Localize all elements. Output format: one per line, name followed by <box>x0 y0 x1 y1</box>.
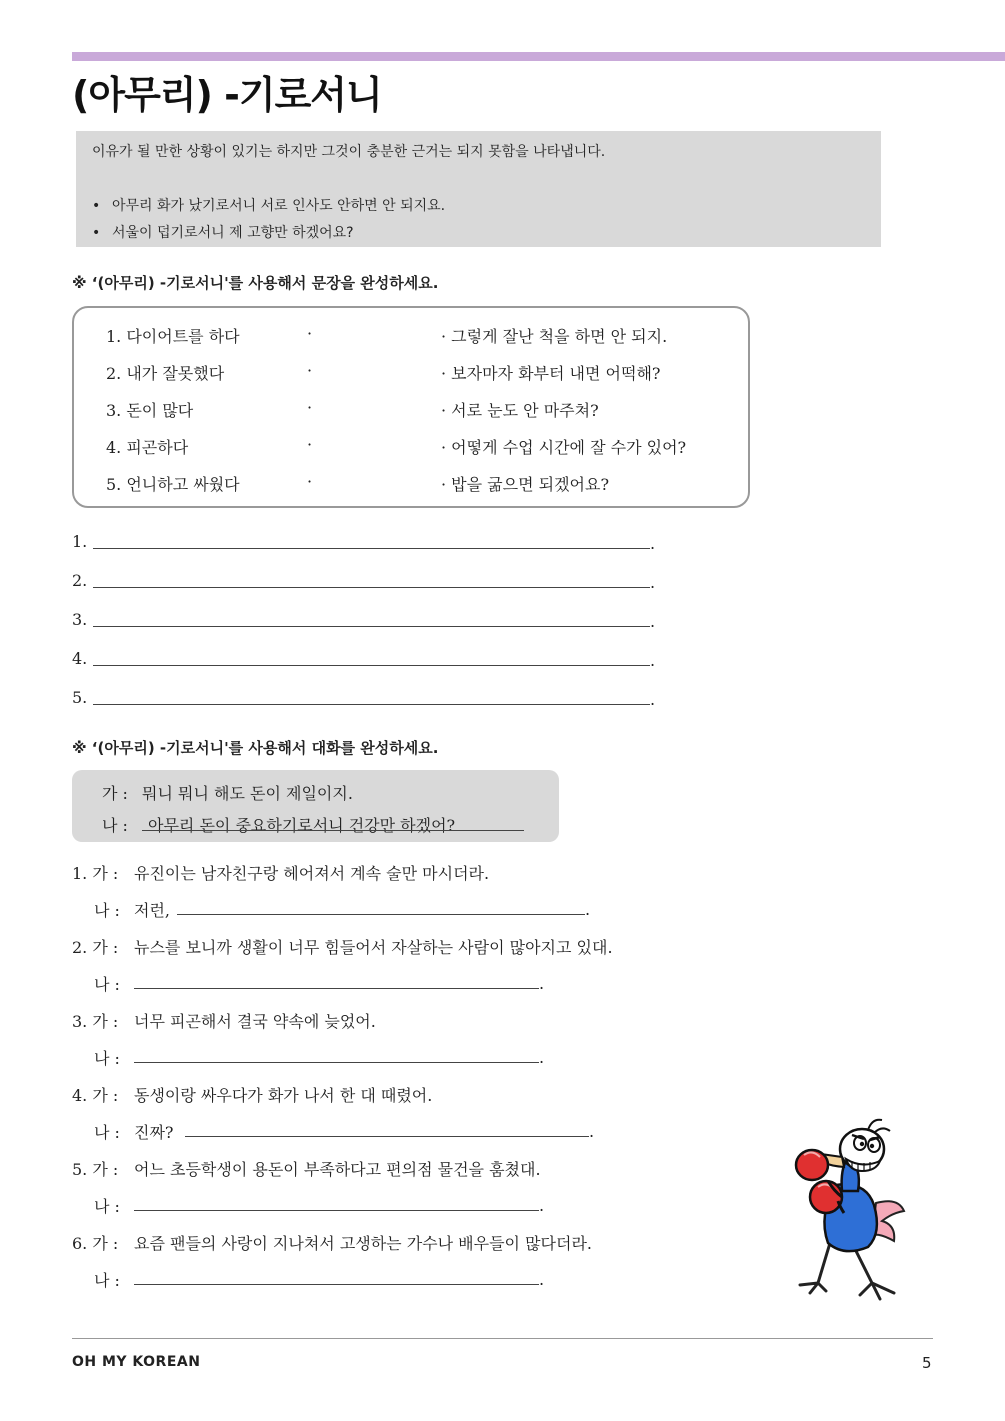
answer-line[interactable] <box>93 665 650 666</box>
dialog-ga-text: 뉴스를 보니까 생활이 너무 힘들어서 자살하는 사람이 많아지고 있대. <box>134 938 613 957</box>
footer-brand: OH MY KOREAN <box>72 1354 201 1370</box>
dialog-period: . <box>589 1122 595 1141</box>
dialog-na-label: 나 : <box>94 1271 120 1290</box>
example-ga-label: 가 : <box>102 784 128 803</box>
match-dot[interactable]: · <box>307 361 313 380</box>
page-title: (아무리) -기로서니 <box>72 73 382 117</box>
match-right-item[interactable]: · 서로 눈도 안 마주쳐? <box>441 401 599 420</box>
answer-number: 2. <box>72 571 88 590</box>
dialog-period: . <box>585 900 591 919</box>
match-left-item: 2. 내가 잘못했다 <box>106 364 225 383</box>
example-ga-text: 뭐니 뭐니 해도 돈이 제일이지. <box>142 784 353 803</box>
example-na-label: 나 : <box>102 816 128 835</box>
dialog-number: 2. 가 : <box>72 938 119 957</box>
example-bullet: • 서울이 덥기로서니 제 고향만 하겠어요? <box>92 225 354 241</box>
answer-number: 3. <box>72 610 88 629</box>
dialog-ga-text: 너무 피곤해서 결국 약속에 늦었어. <box>134 1012 376 1031</box>
dialog-number: 3. 가 : <box>72 1012 119 1031</box>
dialog-number: 5. 가 : <box>72 1160 119 1179</box>
answer-line[interactable] <box>93 548 650 549</box>
match-dot[interactable]: · <box>307 435 313 454</box>
page-number: 5 <box>922 1354 932 1372</box>
dialog-answer-line[interactable] <box>134 988 539 989</box>
answer-line[interactable] <box>93 587 650 588</box>
match-right-item[interactable]: · 어떻게 수업 시간에 잘 수가 있어? <box>441 438 687 457</box>
dialog-period: . <box>539 1048 545 1067</box>
definition-text: 이유가 될 만한 상황이 있기는 하지만 그것이 충분한 근거는 되지 못함을 나타냅니다. <box>92 144 606 160</box>
match-dot[interactable]: · <box>307 324 313 343</box>
example-underline <box>142 830 524 831</box>
dialog-na-prefix: 진짜? <box>134 1123 174 1142</box>
example-na-text: 아무리 돈이 중요하기로서니 건강만 하겠어? <box>148 816 456 835</box>
answer-period: . <box>650 651 656 670</box>
match-right-item[interactable]: · 보자마자 화부터 내면 어떡해? <box>441 364 661 383</box>
match-right-item[interactable]: · 밥을 굶으면 되겠어요? <box>441 475 610 494</box>
match-dot[interactable]: · <box>307 398 313 417</box>
dialog-ga-text: 동생이랑 싸우다가 화가 나서 한 대 때렸어. <box>134 1086 433 1105</box>
dialog-ga-text: 어느 초등학생이 용돈이 부족하다고 편의점 물건을 훔쳤대. <box>134 1160 541 1179</box>
dialog-answer-line[interactable] <box>185 1136 589 1137</box>
dialog-period: . <box>539 1270 545 1289</box>
match-dot[interactable]: · <box>307 472 313 491</box>
header-accent-bar <box>72 52 1005 61</box>
dialog-answer-line[interactable] <box>134 1284 539 1285</box>
answer-line[interactable] <box>93 704 650 705</box>
match-left-item: 5. 언니하고 싸웠다 <box>106 475 240 494</box>
answer-number: 1. <box>72 532 88 551</box>
dialog-answer-line[interactable] <box>134 1210 539 1211</box>
match-right-item[interactable]: · 그렇게 잘난 척을 하면 안 되지. <box>441 327 668 346</box>
section1-instruction: ※ ‘(아무리) -기로서니'를 사용해서 문장을 완성하세요. <box>72 274 439 292</box>
dialog-na-label: 나 : <box>94 975 120 994</box>
answer-line[interactable] <box>93 626 650 627</box>
dialog-na-prefix: 저런, <box>134 901 170 920</box>
answer-period: . <box>650 573 656 592</box>
footer-divider <box>72 1338 933 1339</box>
dialog-ga-text: 요즘 팬들의 사랑이 지나쳐서 고생하는 가수나 배우들이 많다더라. <box>134 1234 593 1253</box>
dialog-na-label: 나 : <box>94 901 120 920</box>
bullet-icon: • <box>92 198 101 214</box>
dialog-number: 4. 가 : <box>72 1086 119 1105</box>
bullet-icon: • <box>92 225 101 241</box>
answer-number: 4. <box>72 649 88 668</box>
dialog-na-label: 나 : <box>94 1049 120 1068</box>
dialog-na-label: 나 : <box>94 1123 120 1142</box>
answer-period: . <box>650 612 656 631</box>
answer-period: . <box>650 690 656 709</box>
boxing-bird-illustration <box>790 1115 920 1305</box>
dialog-na-label: 나 : <box>94 1197 120 1216</box>
dialog-number: 1. 가 : <box>72 864 119 883</box>
dialog-period: . <box>539 974 545 993</box>
dialog-ga-text: 유진이는 남자친구랑 헤어져서 계속 술만 마시더라. <box>134 864 490 883</box>
answer-number: 5. <box>72 688 88 707</box>
dialog-period: . <box>539 1196 545 1215</box>
section2-instruction: ※ ‘(아무리) -기로서니'를 사용해서 대화를 완성하세요. <box>72 739 439 757</box>
dialog-answer-line[interactable] <box>134 1062 539 1063</box>
dialog-number: 6. 가 : <box>72 1234 119 1253</box>
match-left-item: 4. 피곤하다 <box>106 438 189 457</box>
answer-period: . <box>650 534 656 553</box>
dialog-answer-line[interactable] <box>177 914 585 915</box>
match-left-item: 1. 다이어트를 하다 <box>106 327 240 346</box>
match-left-item: 3. 돈이 많다 <box>106 401 194 420</box>
example-bullet: • 아무리 화가 났기로서니 서로 인사도 안하면 안 되지요. <box>92 198 446 214</box>
